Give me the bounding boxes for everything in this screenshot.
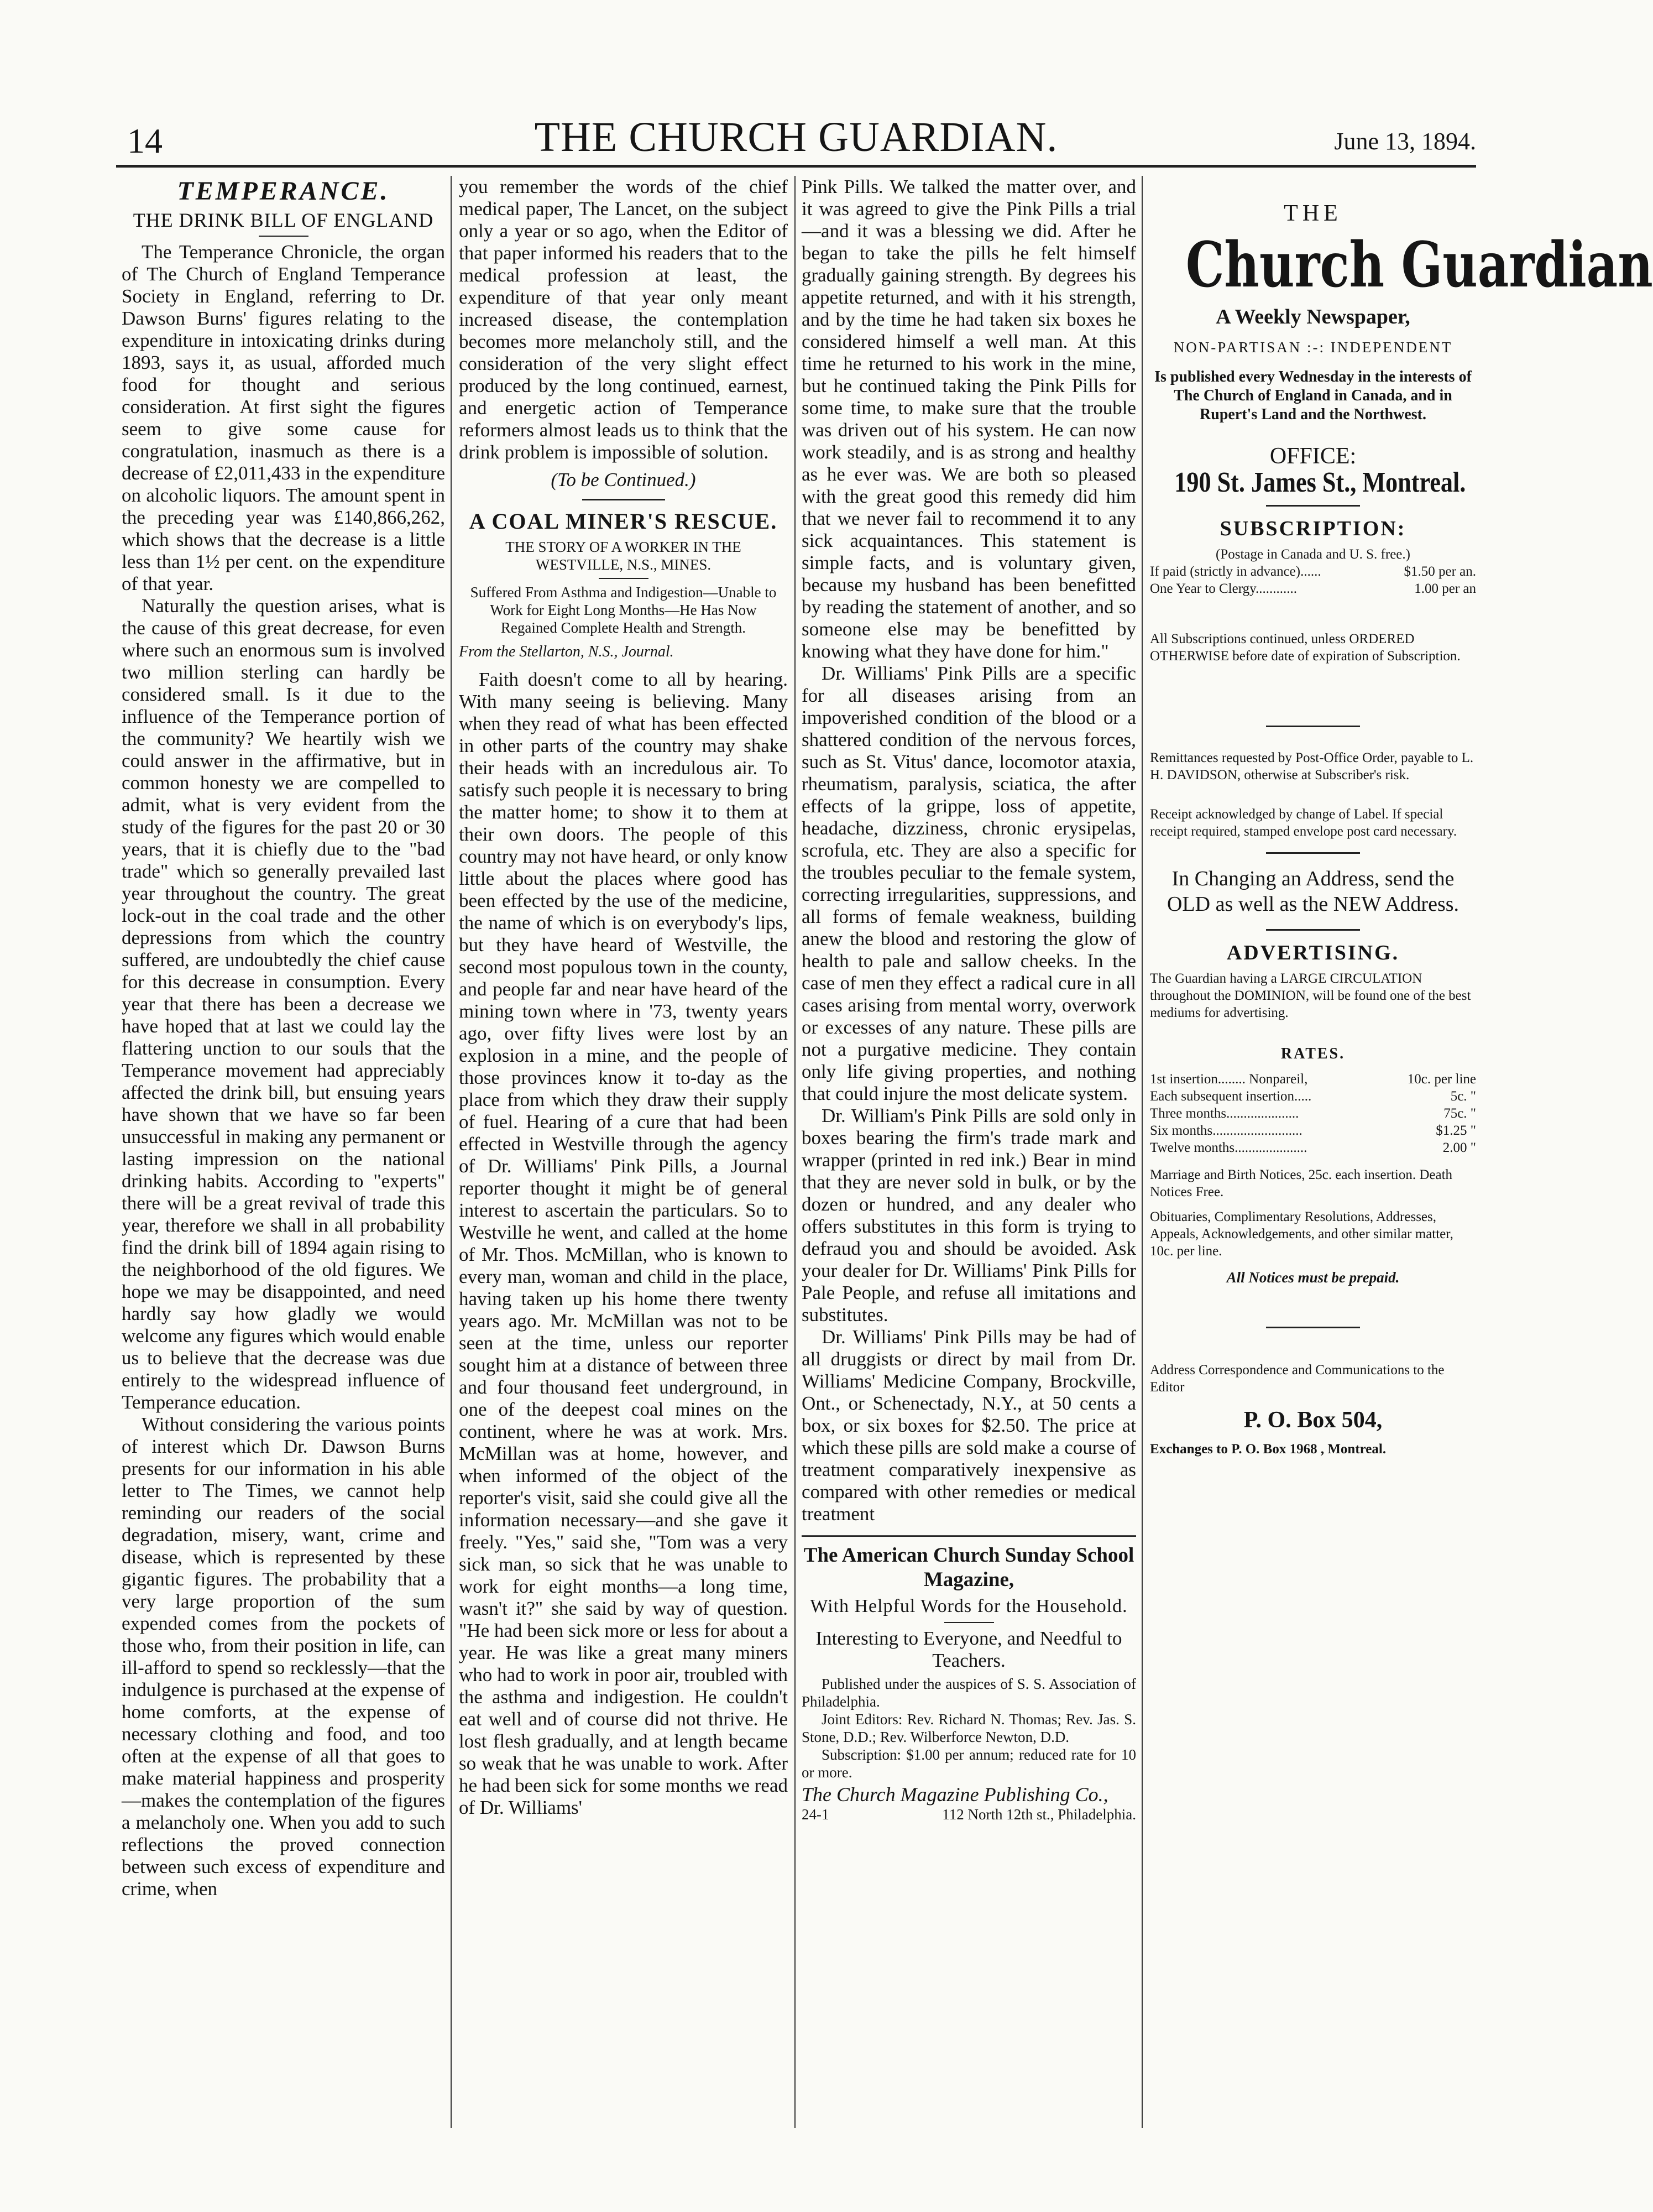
- coal-miner-heading: A COAL MINER'S RESCUE.: [469, 509, 778, 534]
- nameplate-the: THE: [1284, 201, 1342, 226]
- magazine-ad-editors: Joint Editors: Rev. Richard N. Thomas; Rev. Jas. S. Stone, D.D.; Rev. Wilberforce Newton, D.D.: [802, 1711, 1136, 1745]
- article-paragraph: Naturally the question arises, what is the cause of this great decrease, for even where such an enormous sum is involved two million sterling can hardly be considered small. Is it due to the influence of the Temperance portion of the community? We heartily wish we could answer in the affirmative, but in common honesty we are compelled to admit, what is very evident from the study of the figures for the past 20 or 30 years, that it is chiefly due to the "bad trade" which so generally prevailed last year throughout the country. The great lock-out in the coal trade and the other depressions from which the country suffered, are undoubtedly the chief cause for this decrease in consumption. Every year that there has been a decrease we have hoped that at last we could lay the flattering unction to our souls that the Temperance movement had appreciably affected the drink bill, but ensuing years have shown that we have so far been unsuccessful in making any permanent or lasting impression on the national drinking habits. According to "experts" there will be a great revival of trade this year, therefore we shall in all probability find the drink bill of 1894 again rising to the neighborhood of the old figures. We hope we may be disappointed, and need hardly say how gladly we would welcome any figures which would enable us to believe that the decrease was due entirely to the widespread influence of Temperance education.: [122, 595, 445, 1413]
- column-2: [459, 176, 788, 2122]
- subscription-label: If paid (strictly in advance)......: [1150, 564, 1321, 579]
- subscription-continued-note: All Subscriptions continued, unless ORDERED OTHERWISE before date of expiration of Subscription.: [1150, 632, 1461, 664]
- marriage-notices: Marriage and Birth Notices, 25c. each insertion. Death Notices Free.: [1150, 1167, 1453, 1199]
- rate-label: 1st insertion........ Nonpareil,: [1150, 1072, 1308, 1087]
- section-rule: [1266, 1327, 1360, 1328]
- magazine-ad-fine: Published under the auspices of S. S. Association of Philadelphia.: [802, 1676, 1136, 1710]
- subscription-row: [1150, 563, 1476, 580]
- article-paragraph: Faith doesn't come to all by hearing. With many seeing is believing. Many when they read of what has been effected in other parts of the country may shake their heads with an incredulous air. To satisfy such people it is necessary to bring the matter home; to show it to them at their own doors. The people of this country may not have heard, or only know little about the places where good has been effected by the use of the medicine, the name of which is on everybody's lips, but they have heard of Westville, the second most populous town in the county, and people far and near have heard of the mining town where in '73, twenty years ago, over fifty lives were lost by an explosion in a mine, and the people of those provinces know it to-day as the place from which they draw their supply of fuel. Hearing of a cure that had been effected in Westville through the agency of Dr. Williams' Pink Pills, a Journal reporter thought it might be of general interest to ascertain the particulars. So to Westville he went, and called at the home of Mr. Thos. McMillan, who is known to every man, woman and child in the place, having taken up his home there twenty years ago. Mr. McMillan was not to be seen at the time, unless our reporter sought him at a distance of between three and four thousand feet underground, in one of the deepest coal mines on the continent, where he was at work. Mrs. McMillan was at home, however, and when informed of the object of the reporter's visit, said she could give all the information necessary—and she gave it freely. "Yes," said she, "Tom was a very sick man, so sick that he was unable to work for eight months—a long time, wasn't it?" she said by way of question. "He had been sick more or less for about a year. He was like a great many miners who had to work in poor air, troubled with the asthma and indigestion. He couldn't eat well and of course did not thrive. He lost flesh gradually, and at length became so weak that he was unable to work. After he had been sick for some months we read of Dr. Williams': [459, 669, 788, 1818]
- rate-label: Three months.....................: [1150, 1106, 1299, 1121]
- obituaries-note: Obituaries, Complimentary Resolutions, Addresses, Appeals, Acknowledgements, and other similar matter, 10c. per line.: [1150, 1209, 1453, 1259]
- short-rule: [944, 1622, 994, 1623]
- advertising-note: The Guardian having a LARGE CIRCULATION throughout the DOMINION, will be found one of the best mediums for advertising.: [1150, 971, 1471, 1020]
- rate-value: 10c. per line: [1407, 1072, 1476, 1087]
- rate-row: [1150, 1105, 1476, 1122]
- article-paragraph: you remember the words of the chief medical paper, The Lancet, on the subject only a year or so ago, when the Editor of that paper informed his readers that to the medical profession at least, the expenditure of that year only meant increased disease, the contemplation becomes more melancholy still, and the consideration of the very slight effect produced by the long continued, earnest, and energetic action of Temperance reformers almost leads us to think that the drink problem is impossible of solution.: [459, 176, 788, 463]
- article-paragraph: Dr. Williams' Pink Pills may be had of all druggists or direct by mail from Dr. Williams' Medicine Company, Brockville, Ont., or Schenectady, N.Y., at 50 cents a box, or six boxes for $2.50. The price at which these pills are sold make a course of treatment comparatively inexpensive as compared with other remedies or medical treatment: [802, 1326, 1136, 1525]
- magazine-ad-title: The American Church Sunday School Magazine,: [803, 1544, 1134, 1591]
- advertising-heading: ADVERTISING.: [1226, 941, 1400, 964]
- article-paragraph: Dr. William's Pink Pills are sold only in boxes bearing the firm's trade mark and wrapper (printed in red ink.) Bear in mind that they are never sold in bulk, or by the dozen or hundred, and any dealer who offers substitutes in this form is trying to defraud you and should be avoided. Ask your dealer for Dr. Williams' Pink Pills for Pale People, and refuse all imitations and substitutes.: [802, 1105, 1136, 1326]
- rate-label: Each subsequent insertion.....: [1150, 1089, 1312, 1104]
- masthead: [116, 111, 1476, 166]
- story-subheading: THE STORY OF A WORKER IN THE WESTVILLE, N.S., MINES.: [505, 539, 741, 573]
- change-address-note: In Changing an Address, send the OLD as well as the NEW Address.: [1166, 867, 1460, 916]
- exchanges-note: Exchanges to P. O. Box 1968 , Montreal.: [1150, 1442, 1387, 1457]
- newspaper-title: THE CHURCH GUARDIAN.: [534, 114, 1058, 160]
- rate-row: [1150, 1088, 1476, 1105]
- rate-row: [1150, 1122, 1476, 1139]
- correspondence-note: Address Correspondence and Communications to the Editor: [1150, 1363, 1445, 1395]
- short-rule: [259, 236, 308, 237]
- temperance-heading: TEMPERANCE.: [177, 176, 390, 206]
- story-summary: Suffered From Asthma and Indigestion—Unable to Work for Eight Long Months—He Has Now Regained Complete Health and Strength.: [470, 584, 777, 636]
- rate-value: 5c. ": [1450, 1089, 1476, 1104]
- ad-code: 24-1: [802, 1806, 829, 1823]
- publication-note: Is published every Wednesday in the interests of The Church of England in Canada, and in Rupert's Land and the Northwest.: [1154, 368, 1472, 423]
- magazine-publisher: The Church Magazine Publishing Co.,: [802, 1783, 1108, 1806]
- postage-note: (Postage in Canada and U. S. free.): [1216, 547, 1410, 562]
- subscription-value: 1.00 per an: [1414, 581, 1476, 596]
- subscription-label: One Year to Clergy............: [1150, 581, 1297, 596]
- weekly-newspaper: A Weekly Newspaper,: [1216, 305, 1410, 328]
- prepaid-note: All Notices must be prepaid.: [1226, 1269, 1400, 1286]
- magazine-ad-tagline: Interesting to Everyone, and Needful to Teachers.: [815, 1627, 1122, 1671]
- rates-heading: RATES.: [1280, 1045, 1346, 1062]
- continued-note: (To be Continued.): [551, 469, 696, 491]
- short-rule: [599, 578, 648, 579]
- column-4: [1150, 176, 1653, 2122]
- office-address: 190 St. James St., Montreal.: [1174, 467, 1466, 498]
- article-paragraph: Without considering the various points of interest which Dr. Dawson Burns presents for our information in his able letter to The Times, we cannot help reminding our readers of the social degradation, misery, want, crime and disease, which is represented by these gigantic figures. The probability that a very large proportion of the sum expended comes from the pockets of those who, from their position in life, can ill-afford to spend so recklessly—that the indulgence is purchased at the expense of home comforts, at the expense of necessary clothing and food, and too often at the expense of all that goes to make material happiness and prosperity—makes the contemplation of the figures a melancholy one. When you add to such reflections the proved connection between such excess of expenditure and crime, when: [122, 1413, 445, 1900]
- rate-value: 75c. ": [1443, 1106, 1476, 1121]
- issue-date: June 13, 1894.: [1334, 128, 1476, 155]
- nameplate-title: Church Guardian: [1185, 229, 1653, 301]
- ad-address: 112 North 12th st., Philadelphia.: [942, 1806, 1136, 1823]
- receipt-note: Receipt acknowledged by change of Label. If special receipt required, stamped envelope post card necessary.: [1150, 807, 1457, 839]
- rate-value: 2.00 ": [1442, 1140, 1476, 1155]
- column-3: [802, 176, 1136, 2122]
- subscription-row: [1150, 580, 1476, 597]
- page-number: 14: [127, 121, 163, 160]
- dateline: From the Stellarton, N.S., Journal.: [459, 643, 674, 660]
- rate-label: Twelve months.....................: [1150, 1140, 1307, 1155]
- rate-value: $1.25 ": [1436, 1123, 1476, 1138]
- subscription-value: $1.50 per an.: [1404, 564, 1476, 579]
- column-divider: [1142, 176, 1143, 2128]
- po-box: P. O. Box 504,: [1243, 1407, 1383, 1433]
- column-1: [122, 176, 445, 2122]
- article-paragraph: Pink Pills. We talked the matter over, and it was agreed to give the Pink Pills a trial—and it was a blessing we did. After he began to take the pills he felt himself gradually gaining strength. By degrees his appetite returned, and with it his strength, and by the time he had taken six boxes he considered himself a well man. At this time he returned to his work in the mine, but he continued taking the Pink Pills for some time, to make sure that the trouble was driven out of his system. He can now work steadily, and is as strong and healthy as he ever was. We are both so pleased with the great good this remedy did him that we never fail to recommend it to any sick acquaintances. This statement is simple facts, and is voluntary given, because my husband has been benefitted by reading the statement of another, and so someone else may be benefitted by knowing what they have done for him.": [802, 176, 1136, 662]
- rate-row: [1150, 1139, 1476, 1156]
- article-paragraph: Dr. Williams' Pink Pills are a specific for all diseases arising from an impoverished condition of the blood or a shattered condition of the nervous forces, such as St. Vitus' dance, locomotor ataxia, rheumatism, paralysis, sciatica, the after effects of la grippe, loss of appetite, headache, dizziness, chronic erysipelas, scrofula, etc. They are also a specific for the troubles peculiar to the female system, correcting irregularities, suppressions, and all forms of female weakness, building anew the blood and restoring the glow of health to pale and sallow cheeks. In the case of men they effect a radical cure in all cases arising from mental worry, overwork or excesses of any nature. These pills are not a purgative medicine. They contain only life giving properties, and nothing that could injure the most delicate system.: [802, 662, 1136, 1104]
- rate-row: [1150, 1071, 1476, 1088]
- section-rule: [1266, 726, 1360, 727]
- non-partisan-line: NON-PARTISAN :-: INDEPENDENT: [1173, 339, 1453, 356]
- column-divider: [451, 176, 452, 2128]
- article-paragraph: The Temperance Chronicle, the organ of The Church of England Temperance Society in England, referring to Dr. Dawson Burns' figures relating to the expenditure in intoxicating drinks during 1893, says it, as usual, afforded much food for thought and serious consideration. At first sight the figures seem to give some cause for congratulation, inasmuch as there is a decrease of £2,011,433 in the expenditure on alcoholic liquors. The amount spent in the preceding year was £140,866,262, which shows that the decrease is a little less than 1½ per cent. on the expenditure of that year.: [122, 241, 445, 594]
- section-rule: [1266, 852, 1360, 854]
- column-divider: [794, 176, 796, 2128]
- magazine-ad-subscription: Subscription: $1.00 per annum; reduced rate for 10 or more.: [802, 1746, 1136, 1781]
- subscription-heading: SUBSCRIPTION:: [1220, 517, 1406, 540]
- drink-bill-subheading: THE DRINK BILL OF ENGLAND: [133, 209, 434, 231]
- section-rule: [1266, 505, 1360, 507]
- rate-label: Six months..........................: [1150, 1123, 1302, 1138]
- office-label: OFFICE:: [1269, 444, 1357, 469]
- publisher-address: [802, 1806, 1136, 1823]
- ad-rule: [802, 1535, 1136, 1537]
- masthead-rule: [116, 165, 1476, 168]
- magazine-ad-subtitle: With Helpful Words for the Household.: [810, 1596, 1128, 1616]
- ornament-rule: [582, 499, 665, 500]
- section-rule: [1266, 929, 1360, 931]
- remittances-note: Remittances requested by Post-Office Order, payable to L. H. DAVIDSON, otherwise at Subscriber's risk.: [1150, 750, 1474, 782]
